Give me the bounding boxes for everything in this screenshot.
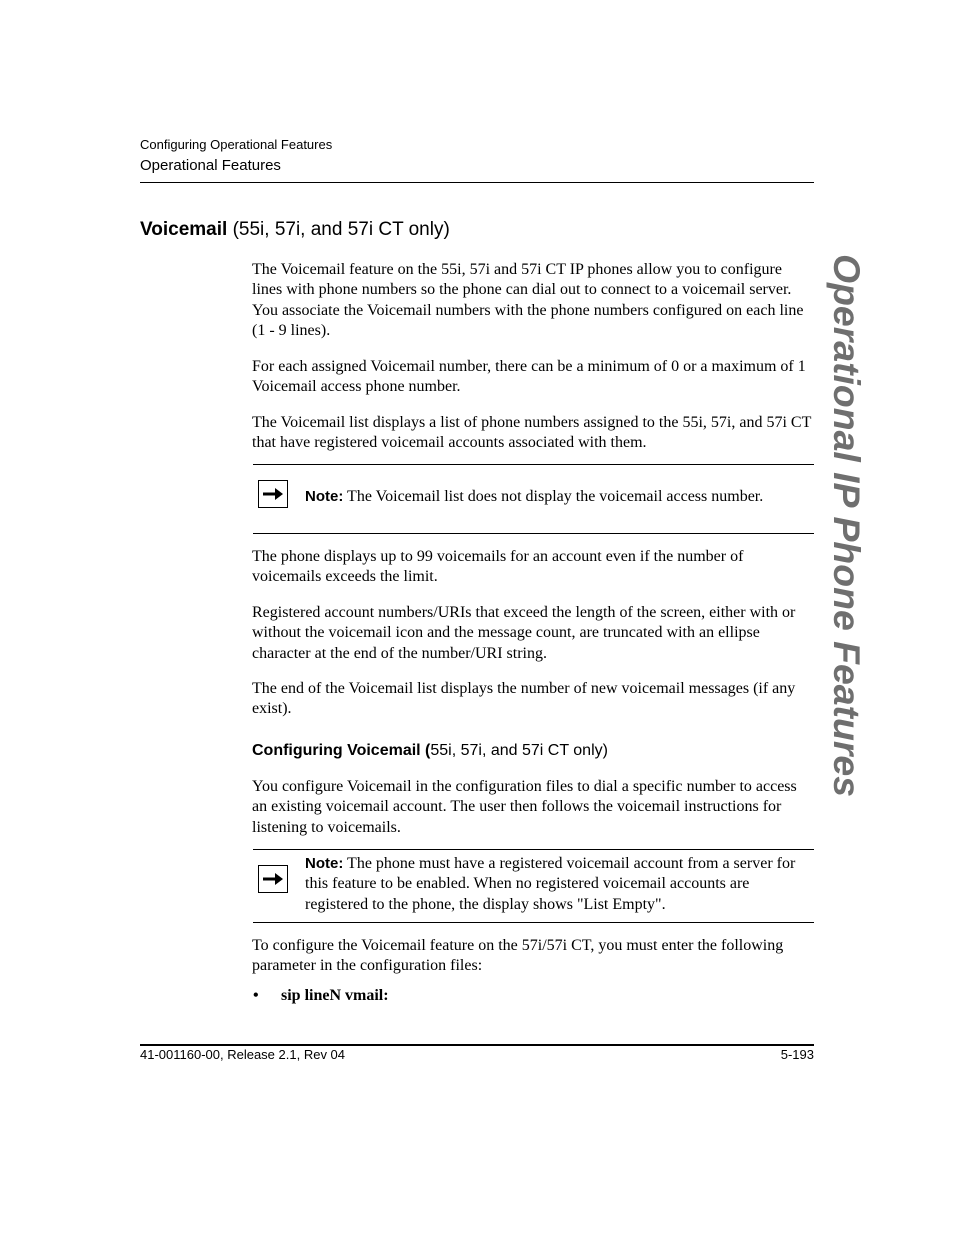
paragraph-parameter: To configure the Voicemail feature on the 57i/57i CT, you must enter the following parameter in the configuration files:	[252, 937, 784, 975]
side-tab-chapter-title	[826, 254, 867, 799]
subsection-title-rest: 55i, 57i, and 57i CT only)	[430, 742, 608, 759]
side-tab-text: Operational IP Phone Features	[826, 254, 867, 792]
section-title	[140, 219, 450, 241]
footer-page-number: 5-193	[780, 1047, 814, 1062]
bullet-parameter-name: sip lineN vmail:	[281, 987, 389, 1004]
paragraph-access-number: For each assigned Voicemail number, there can be a minimum of 0 or a maximum of 1 Voicemail access phone number.	[252, 358, 806, 396]
section-title-rest: (55i, 57i, and 57i CT only)	[227, 219, 450, 240]
note-2	[305, 854, 815, 915]
section-title-bold: Voicemail	[140, 219, 228, 240]
paragraph-truncation: Registered account numbers/URIs that exceed the length of the screen, either with or without the voicemail icon and the message count, are truncated with an ellipse character at the end of the number/URI string.	[252, 604, 796, 662]
arrow-right-icon	[258, 865, 288, 893]
note-bottom-rule	[253, 922, 814, 923]
note-1	[305, 487, 815, 507]
note-bottom-rule	[253, 533, 814, 534]
paragraph-configure: You configure Voicemail in the configuration files to dial a specific number to access an existing voicemail account. The user then follows the voicemail instructions for listening to voicemails.	[252, 778, 797, 836]
header-divider	[140, 182, 814, 183]
subsection-title-bold: Configuring Voicemail (	[252, 742, 431, 759]
arrow-right-icon	[258, 480, 288, 508]
paragraph-limit: The phone displays up to 99 voicemails for an account even if the number of voicemails exceeds the limit.	[252, 548, 744, 586]
paragraph-intro: The Voicemail feature on the 55i, 57i and 57i CT IP phones allow you to configure lines with phone numbers so the phone can dial out to connect to a voicemail server. You associate the Voicemail numbers with the phone numbers configured on each line (1 - 9 lines).	[252, 261, 804, 339]
note-text: The phone must have a registered voicemail account from a server for this feature to be enabled. When no registered voicemail accounts are registered to the phone, the display shows "List Empty".	[305, 855, 796, 913]
running-header-section: Operational Features	[140, 157, 281, 174]
paragraph-list: The Voicemail list displays a list of phone numbers assigned to the 55i, 57i, and 57i CT that have registered voicemail accounts associated with them.	[252, 414, 812, 452]
running-header-chapter: Configuring Operational Features	[140, 137, 333, 152]
note-top-rule	[253, 849, 814, 850]
subsection-title	[252, 742, 608, 760]
note-text: The Voicemail list does not display the voicemail access number.	[343, 488, 764, 505]
bullet-marker: •	[253, 987, 259, 1004]
note-label: Note:	[305, 488, 344, 505]
footer-document-id: 41-001160-00, Release 2.1, Rev 04	[140, 1047, 346, 1062]
note-top-rule	[253, 464, 814, 465]
footer-divider	[140, 1044, 814, 1046]
paragraph-list-end: The end of the Voicemail list displays the number of new voicemail messages (if any exist).	[252, 680, 796, 718]
note-label: Note:	[305, 855, 344, 872]
